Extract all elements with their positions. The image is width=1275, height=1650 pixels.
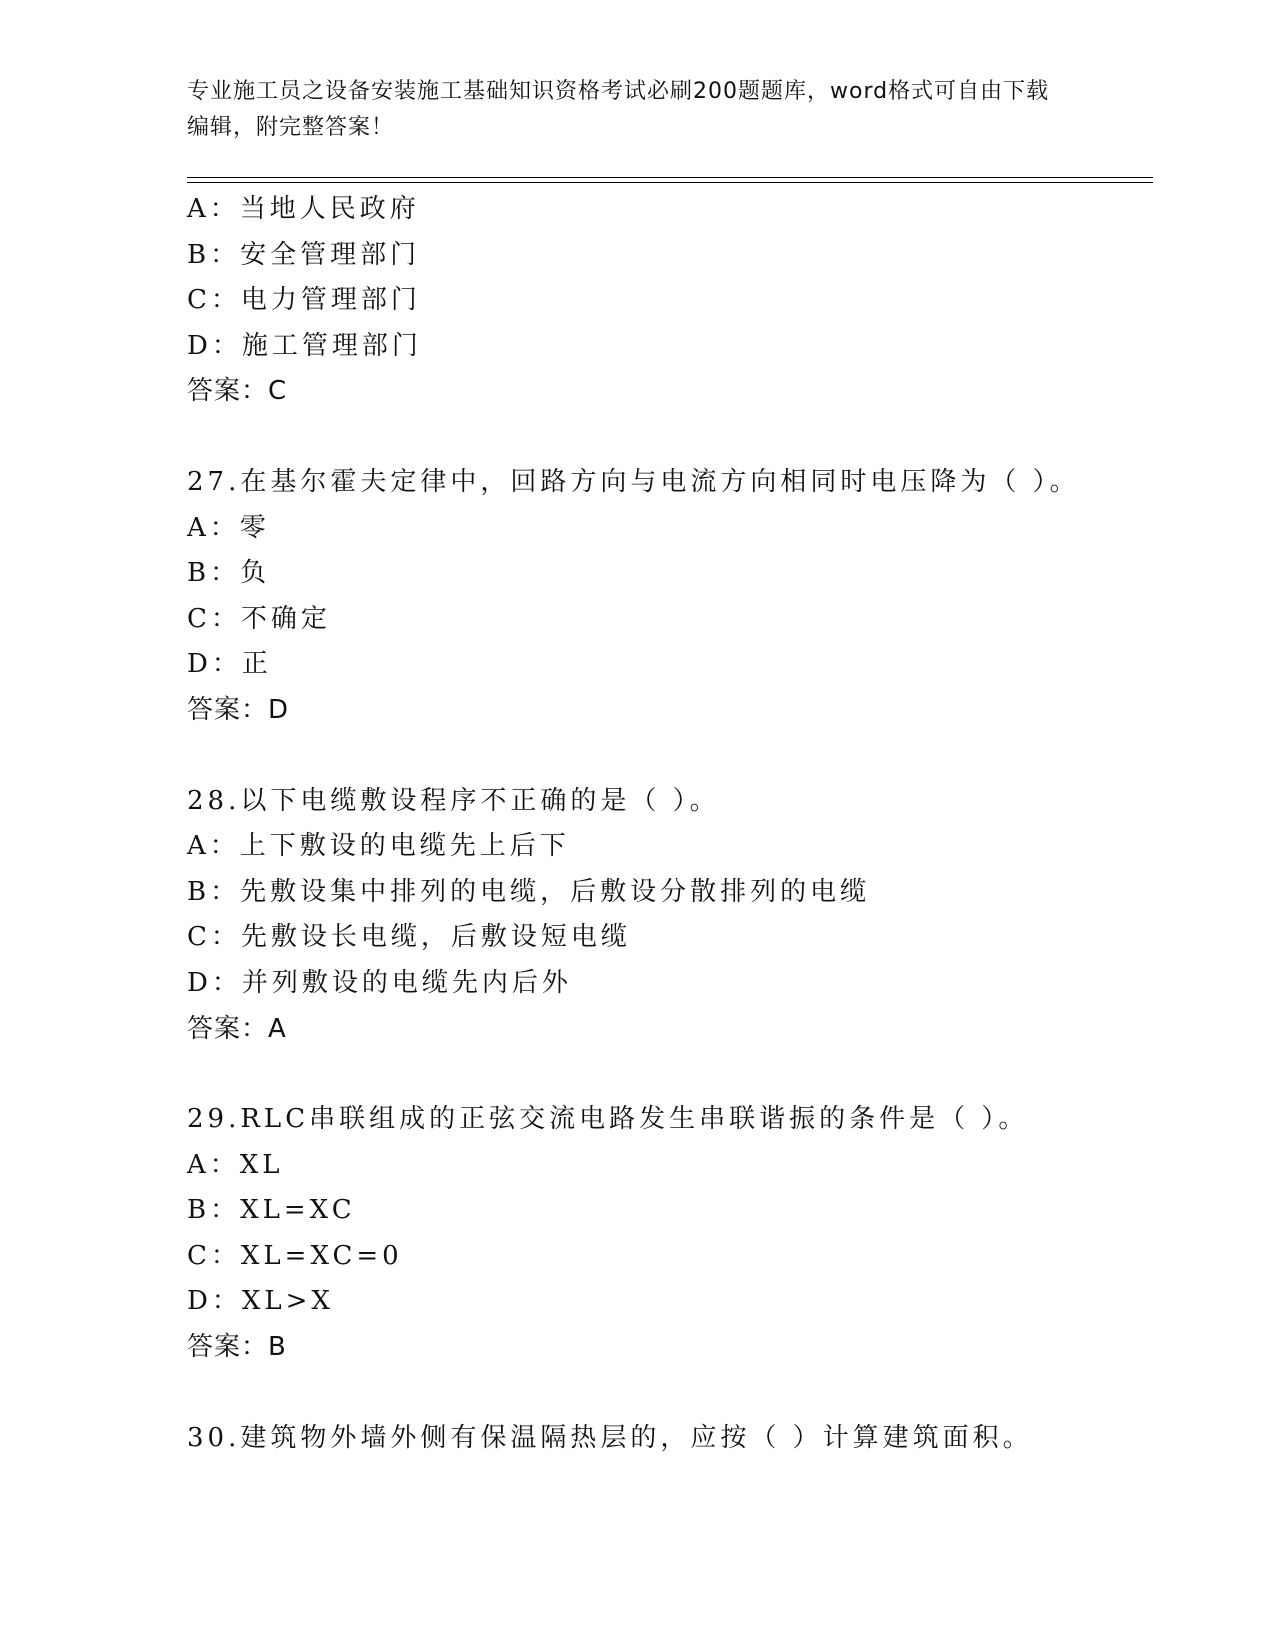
option-c: C：XL=XC=0 [187, 1240, 403, 1271]
option-c: C：先敷设长电缆，后敷设短电缆 [187, 922, 631, 953]
answer-text: 答案：A [187, 1013, 287, 1044]
question-text: 27.在基尔霍夫定律中，回路方向与电流方向相同时电压降为（ ）。 [187, 466, 1080, 497]
question-block-29 [187, 1097, 1147, 1371]
option-d: D：正 [187, 649, 272, 680]
answer-text: 答案：C [187, 376, 288, 407]
option-b: B：安全管理部门 [187, 239, 421, 270]
option-c: C：电力管理部门 [187, 285, 421, 316]
question-block-30 [187, 1416, 1147, 1462]
question-text: 30.建筑物外墙外侧有保温隔热层的，应按（ ）计算建筑面积。 [187, 1422, 1033, 1453]
header-divider-bottom [187, 182, 1153, 183]
option-a: A：上下敷设的电缆先上后下 [187, 831, 570, 862]
header-divider-top [187, 177, 1153, 178]
question-list [187, 187, 1147, 1461]
question-block-27 [187, 460, 1147, 734]
answer-text: 答案：B [187, 1332, 287, 1363]
question-text: 29.RLC串联组成的正弦交流电路发生串联谐振的条件是（ ）。 [187, 1104, 1029, 1135]
option-c: C：不确定 [187, 603, 331, 634]
option-b: B：先敷设集中排列的电缆，后敷设分散排列的电缆 [187, 876, 871, 907]
option-d: D：并列敷设的电缆先内后外 [187, 967, 572, 998]
option-a: A：当地人民政府 [187, 194, 420, 224]
option-d: D：XL>X [187, 1286, 334, 1317]
option-a: A：XL [187, 1149, 284, 1180]
answer-text: 答案：D [187, 694, 290, 725]
option-b: B：负 [187, 558, 271, 589]
document-header [187, 74, 1067, 146]
option-a: A：零 [187, 512, 270, 543]
question-block-28 [187, 779, 1147, 1053]
question-text: 28.以下电缆敷设程序不正确的是（ ）。 [187, 785, 720, 816]
question-block-26 [187, 187, 1147, 415]
option-d: D：施工管理部门 [187, 330, 422, 361]
option-b: B：XL=XC [187, 1195, 356, 1226]
document-title: 专业施工员之设备安装施工基础知识资格考试必刷200题题库，word格式可自由下载编辑，附完整答案！ [187, 79, 1050, 140]
